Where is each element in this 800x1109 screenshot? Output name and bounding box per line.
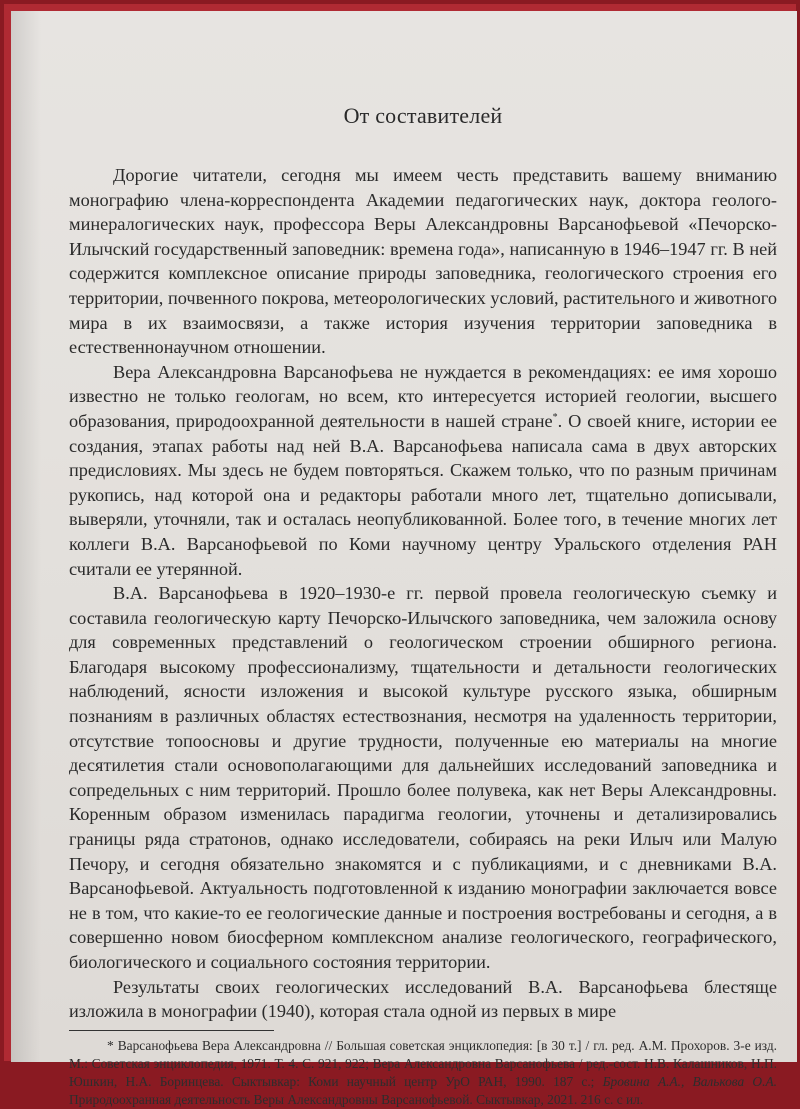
page-title: От составителей	[343, 103, 503, 128]
page-shadow	[11, 11, 41, 1062]
paragraph-2: Вера Александровна Варсанофьева не нуждается в рекомендациях: ее имя хорошо известно не только геологам, но всем, кто интересуется историей геологии, высшего образования, природоохранной деятельности в нашей стране*. О своей книге, истории ее создания, этапах работы над ней В.А. Варсанофьева написала сама в двух авторских предисловиях. Мы здесь не будем повторяться. Скажем только, что по разным причинам рукопись, над которой она и редакторы работали много лет, тщательно дописывали, выверяли, уточняли, так и осталась неопубликованной. Более того, в течение многих лет коллеги В.А. Варсанофьевой по Коми научному центру Уральского отделения РАН считали ее утерянной.	[69, 361, 777, 579]
paragraph-2-cont: О своей книге, истории ее создания, этапах работы над ней В.А. Варсанофьева написала сама в двух авторских предисловиях. Мы здесь не будем повторяться. Скажем только, что по разным причинам рукопись, над которой она и редакторы работали много лет, тщательно дописывали, выверяли, уточняли, так и осталась неопубликованной. Более того, в течение многих лет коллеги В.А. Варсанофьевой по Коми научному центру Уральского отделения РАН считали ее утерянной.	[69, 410, 777, 579]
footnote-divider	[69, 1030, 274, 1031]
paragraph-2-text: Вера Александровна Варсанофьева не нуждается в рекомендациях: ее имя хорошо известно не только геологам, но всем, кто интересуется историей геологии, высшего образования, природоохранной деятельности в нашей стране	[69, 361, 777, 431]
footnote	[69, 1037, 777, 1109]
book-page	[11, 11, 797, 1107]
page-border	[4, 4, 796, 1107]
paragraph-1: Дорогие читатели, сегодня мы имеем честь представить вашему вниманию монографию члена-корреспондента Академии педагогических наук, доктора геолого-минералогических наук, профессора Веры Александровны Варсанофьевой «Печорско-Илычский государственный заповедник: времена года», написанную в 1946–1947 гг. В ней содержится комплексное описание природы заповедника, геологического строения его территории, почвенного покрова, метеорологических условий, растительного и животного мира в их взаимосвязи, а также история изучения территории заповедника в естественнонаучном отношении.	[69, 165, 777, 358]
footnote-marker-bottom: *	[107, 1037, 114, 1053]
footnote-part1: Варсанофьева Вера Александровна // Большая советская энциклопедия: [в 30 т.] / гл. ред. А.М. Прохоров. 3-е изд. М.: Советская энциклопедия, 1971. Т. 4. С. 921, 922; Вера Александровна Варсанофьева / ред.-сост. Н.В. Калашников, Н.П. Юшкин, Н.А. Боринцева. Сыктывкар: Коми научный центр УрО РАН, 1990. 187 с.;	[69, 1037, 778, 1089]
footnote-part2: Природоохранная деятельность Веры Александровны Варсанофьевой. Сыктывкар, 2021. 216 с. с ил.	[69, 1091, 644, 1107]
paragraph-3: В.А. Варсанофьева в 1920–1930-е гг. первой провела геологическую съемку и составила геологическую карту Печорско-Илычского заповедника, чем заложила основу для современных представлений о геологическом строении обширного региона. Благодаря высокому профессионализму, тщательности и детальности геологических наблюдений, ясности изложения и высокой культуре русского языка, обширным познаниям в различных областях естествознания, несмотря на удаленность территории, отсутствие топоосновы и другие трудности, полученные ею материалы на многие десятилетия стали основополагающими для дальнейших исследований заповедника и сопредельных с ним территорий. Прошло более полувека, как нет Веры Александровны. Коренным образом изменилась парадигма геологии, уточнены и детализировались границы ряда стратонов, однако исследователи, собираясь на реки Илыч или Малую Печору, и сегодня обязательно знакомятся и с публикациями, и с дневниками В.А. Варсанофьевой. Актуальность подготовленной к изданию монографии заключается вовсе не в том, что какие-то ее геологические данные и построения востребованы и сегодня, а в совершенно новом биосферном комплексном анализе геологического, географического, биологического и социального состояния территории.	[69, 583, 777, 972]
page-content	[69, 103, 777, 1109]
footnote-authors: Бровина А.А., Валькова О.А.	[602, 1073, 777, 1089]
footnote-marker: *	[552, 411, 558, 423]
paragraph-4: Результаты своих геологических исследований В.А. Варсанофьева блестяще изложила в монографии (1940), которая стала одной из первых в мире	[69, 976, 777, 1022]
